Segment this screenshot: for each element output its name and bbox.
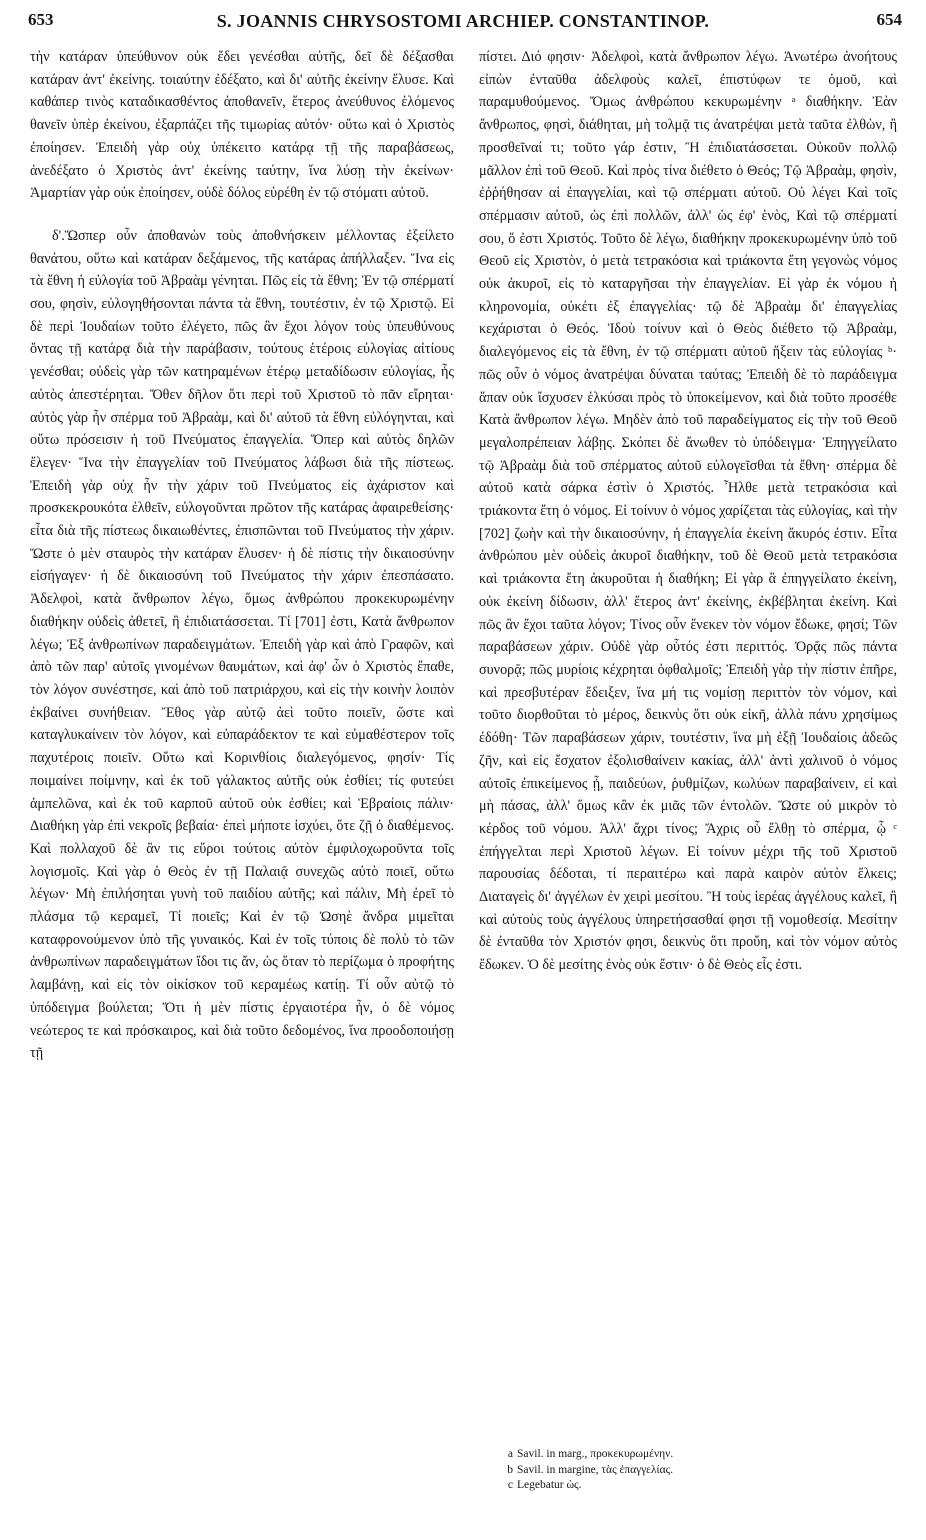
page-number-right: 654 xyxy=(876,10,902,29)
page-number-left: 653 xyxy=(28,10,54,29)
footnote-mark: a xyxy=(507,1448,513,1460)
footnote-text: Legebatur ὡς. xyxy=(517,1479,582,1492)
footnote xyxy=(499,1478,899,1494)
footnote xyxy=(499,1463,899,1479)
left-column xyxy=(30,46,454,1065)
footnotes xyxy=(499,1447,899,1494)
right-paragraph-1: πίστει. Διό φησιν· Ἀδελφοὶ, κατὰ ἄνθρωπον λέγω. Ἀνωτέρω ἀνοήτους εἰπὼν ἐνταῦθα ἀδελφοὺς καλεῖ, ἐπιστύφων τε ὁμοῦ, καὶ παραμυθούμενος. Ὅμως ἀνθρώπου κεκυρωμένην ᵃ διαθήκην. Ἐὰν ἄνθρωπος, φησὶ, διάθηται, μὴ τολμᾷ τις ἀνατρέψαι μετὰ ταῦτα ἐλθὼν, ἢ προσθεῖναί τι; τοῦτο γάρ ἐστιν, Ἢ ἐπιδιατάσσεται. Οὐκοῦν πολλῷ μᾶλλον ἐπὶ τοῦ Θεοῦ. Καὶ πρὸς τίνα διέθετο ὁ Θεός; Τῷ Ἀβραὰμ, φησὶν, ἐῤῥήθησαν αἱ ἐπαγγελίαι, καὶ τῷ σπέρματι αὐτοῦ. Οὐ λέγει Καὶ τοῖς σπέρμασιν αὐτοῦ, ὡς ἐπὶ πολλῶν, ἀλλ' ὡς ἐφ' ἑνὸς, Καὶ τῷ σπέρματί σου, ὅ ἐστι Χριστός. Τοῦτο δὲ λέγω, διαθήκην προκεκυρωμένην ὑπὸ τοῦ Θεοῦ εἰς Χριστὸν, ὁ μετὰ τετρακόσια καὶ τριάκοντα ἔτη γεγονὼς νόμος οὐκ ἀκυροῖ, εἰς τὸ καταργῆσαι τὴν ἐπαγγελίαν. Εἰ γὰρ ἐκ νόμου ἡ κληρονομία, οὐκέτι ἐξ ἐπαγγελίας· τῷ δὲ Ἀβραὰμ δι' ἐπαγγελίας κεχάρισται ὁ Θεός. Ἰδοὺ τοίνυν καὶ ὁ Θεὸς διέθετο τῷ Ἀβραὰμ, διαλεγόμενος εἰς τὰ ἔθνη, ἐν τῷ σπέρματι αὐτοῦ ἥξειν τὰς εὐλογίας ᵇ· πῶς οὖν ὁ νόμος ἀνατρέψαι δύναται ταύτας; Ἐπειδὴ δὲ τὸ παράδειγμα ἅπαν οὐκ ἴσχυσεν ἑλκύσαι πρὸς τὸ ὑποκείμενον, καὶ διὰ τοῦτο προσέθε Κατὰ ἄνθρωπον λέγω. Μηδὲν ἀπὸ τοῦ παραδείγματος εἰς τὴν τοῦ Θεοῦ μεγαλοπρέπειαν λάβῃς. Σκόπει δὲ ἄνωθεν τὸ ὑπόδειγμα· Ἐπηγγείλατο τῷ Ἀβραὰμ διὰ τοῦ σπέρματος αὐτοῦ εὐλογεῖσθαι τὰ ἔθνη· σπέρμα δὲ αὐτοῦ κατὰ σάρκα ἐστὶν ὁ Χριστός. Ἦλθε μετὰ τετρακόσια καὶ τριάκοντα ἔτη ὁ νόμος. Εἰ τοίνυν ὁ νόμος χαρίζεται τὰς εὐλογίας, καὶ τὴν [702] ζωὴν καὶ τὴν δικαιοσύνην, ἡ ἐπαγγελία ἐκείνη ἄκυρός ἐστιν. Εἶτα ἀνθρώπου μὲν οὐδεὶς ἀκυροῖ διαθήκην, τοῦ δὲ Θεοῦ μετὰ τετρακόσια καὶ τριάκοντα ἔτη ἀκυροῦται ἡ διαθήκη; Εἰ γὰρ ἃ ἐπηγγείλατο ἐκείνη, οὐκ ἐκείνη δίδωσιν, ἀλλ' ἕτερος ἀντ' ἐκείνης, ἐκβέβληται ἐκείνη. Καὶ πῶς ἂν ἔχοι ταῦτα λόγον; Τίνος οὖν ἕνεκεν τὸν νόμον ἔδωκε, φησί; Τῶν παραβάσεων χάριν. Οὐδὲ γὰρ οὗτός ἐστι περιττός. Ὁρᾷς πῶς πάντα συνορᾷ; πῶς μυρίοις κέχρηται ὀφθαλμοῖς; Ἐπειδὴ γὰρ τὴν πίστιν ἐπῆρε, καὶ πρεσβυτέραν ἔδειξεν, ἵνα μή τις νομίσῃ περιττὸν τὸν νόμον, καὶ τοῦτο διορθοῦται τὸ μέρος, δεικνὺς ὅτι οὐκ εἰκῆ, ἀλλὰ πάνυ χρησίμως ἐδόθη· Τῶν παραβάσεων χάριν, τουτέστιν, ἵνα μὴ ἐξῇ Ἰουδαίοις ἀδεῶς ζῆν, καὶ εἰς ἔσχατον ἐξολισθαίνειν κακίας, ἀλλ' ἀντὶ χαλινοῦ ὁ νόμος αὐτοῖς ἐπικείμενος ᾖ, παιδεύων, ῥυθμίζων, κωλύων παραβαίνειν, εἰ καὶ μὴ πάσας, ἀλλ' ὅμως κἂν ἐκ μιᾶς τῶν ἐντολῶν. Ὥστε οὐ μικρὸν τὸ κέρδος τοῦ νόμου. Ἀλλ' ἄχρι τίνος; Ἄχρις οὗ ἔλθῃ τὸ σπέρμα, ᾧ ᶜ ἐπήγγελται περὶ Χριστοῦ λέγων. Εἰ τοίνυν μέχρι τῆς τοῦ Χριστοῦ παρουσίας δέδοται, τί περαιτέρω καὶ παρὰ καιρὸν αὐτὸν ἕλκεις; Διαταγεὶς δι' ἀγγέλων ἐν χειρὶ μεσίτου. Ἢ τοὺς ἱερέας ἀγγέλους καλεῖ, ἢ καὶ αὐτοὺς τοὺς ἀγγέλους ὑπηρετήσασθαί φησι τῇ νομοθεσίᾳ. Μεσίτην δὲ ἐνταῦθα τὸν Χριστόν φησι, δεικνὺς ὅτι προὔη, καὶ τὸν νόμον αὐτὸς ἔδωκεν. Ὁ δὲ μεσίτης ἑνὸς οὐκ ἔστιν· ὁ δὲ Θεὸς εἷς ἐστι. xyxy=(479,49,897,974)
running-title: S. JOANNIS CHRYSOSTOMI ARCHIEP. CONSTANTINOP. xyxy=(216,11,710,31)
left-paragraph-1: τὴν κατάραν ὑπεύθυνον οὐκ ἔδει γενέσθαι αὐτῆς, δεῖ δὲ δέξασθαι κατάραν ἀντ' ἐκείνης. τοιαύτην ἐδέξατο, καὶ δι' αὐτῆς ἐκείνην ἔλυσε. Καὶ καθάπερ τινὸς καταδικασθέντος ἀποθανεῖν, ἕτερος ἀνεύθυνος ἑλόμενος θανεῖν ὑπὲρ ἐκείνου, ἐξαρπάζει τῆς τιμωρίας αὐτόν· οὕτω καὶ ὁ Χριστὸς ἐποίησεν. Ἐπειδὴ γὰρ οὐχ ὑπέκειτο κατάρᾳ τῇ τῆς παραβάσεως, ἀνεδέξατο ὁ Χριστὸς ἀντ' ἐκείνης ταύτην, ἵνα λύσῃ τὴν ἐκείνων· Ἁμαρτίαν γὰρ οὐκ ἐποίησεν, οὐδὲ δόλος εὑρέθη ἐν τῷ στόματι αὐτοῦ. xyxy=(30,49,454,202)
page-header xyxy=(18,10,908,38)
footnote-mark: b xyxy=(507,1463,513,1476)
footnote-text: Savil. in marg., προκεκυρωμένην. xyxy=(517,1448,674,1460)
footnote-text: Savil. in margine, τὰς ἐπαγγελίας. xyxy=(517,1463,674,1476)
left-paragraph-2: δ'.Ὥσπερ οὖν ἀποθανὼν τοὺς ἀποθνήσκειν μέλλοντας ἐξείλετο θανάτου, οὕτω καὶ κατάραν δεξάμενος, τῆς κατάρας ἀπήλλαξεν. Ἵνα εἰς τὰ ἔθνη ἡ εὐλογία τοῦ Ἀβραὰμ γένηται. Πῶς εἰς τὰ ἔθνη; Ἐν τῷ σπέρματί σου, φησὶν, εὐλογηθήσονται πάντα τὰ ἔθνη, τουτέστιν, ἐν τῷ Χριστῷ. Εἰ δὲ περὶ Ἰουδαίων τοῦτο ἐλέγετο, πῶς ἂν ἔχοι λόγον τοὺς ὑπευθύνους ὄντας τῇ κατάρᾳ διὰ τὴν παράβασιν, τούτους ἑτέροις εὐλογίας αἰτίους γενέσθαι; οὐδεὶς γὰρ τῶν κατηραμένων ἑτέρῳ μεταδίδωσιν εὐλογίας, ἧς αὐτὸς ἀπεστέρηται. Ὅθεν δῆλον ὅτι περὶ τοῦ Χριστοῦ τὸ πᾶν εἴρηται· αὐτὸς γὰρ ἦν σπέρμα τοῦ Ἀβραὰμ, καὶ δι' αὐτοῦ τὰ ἔθνη εὐλόγηνται, καὶ οὕτω πρόσεισιν ἡ τοῦ Πνεύματος ἐπαγγελία. Ὅπερ καὶ αὐτὸς δηλῶν ἔλεγεν· Ἵνα τὴν ἐπαγγελίαν τοῦ Πνεύματος λάβωσι διὰ τῆς πίστεως. Ἐπειδὴ γὰρ οὐχ ἦν τὴν χάριν τοῦ Πνεύματος εἰς ἀχάριστον καὶ προσκεκρουκότα ἐλθεῖν, εὐλογοῦνται πρῶτον τῆς κατάρας ἀφαιρεθείσης· εἶτα διὰ τῆς πίστεως δικαιωθέντες, ἐπισπῶνται τοῦ Πνεύματος τὴν χάριν. Ὥστε ὁ μὲν σταυρὸς τὴν κατάραν ἔλυσεν· ἡ δὲ πίστις τὴν δικαιοσύνην εἰσήγαγεν· ἡ δὲ δικαιοσύνη τοῦ Πνεύματος τὴν χάριν ἐπεσπάσατο. Ἀδελφοὶ, κατὰ ἄνθρωπον λέγω, ὅμως ἀνθρώπου προκεκυρωμένην διαθήκην οὐδεὶς ἀθετεῖ, ἢ ἐπιδιατάσσεται. Τί [701] ἐστι, Κατὰ ἄνθρωπον λέγω; Ἐξ ἀνθρωπίνων παραδειγμάτων. Ἐπειδὴ γὰρ καὶ ἀπὸ Γραφῶν, καὶ ἀπὸ τῶν παρ' αὐτοῖς γινομένων θαυμάτων, καὶ ἀφ' ὧν ὁ Χριστὸς ἔπαθε, τὸν λόγον συνέστησε, καὶ ἀπὸ τοῦ πατριάρχου, καὶ εἰς τὴν κοινὴν λοιπὸν ἐκβαίνει συνήθειαν. Ἔθος γὰρ αὐτῷ ἀεὶ τοῦτο ποιεῖν, ὥστε καὶ καταγλυκαίνειν τὸν λόγον, καὶ εὐπαράδεκτον τε καὶ εὐμαθέστερον τοῖς παχυτέροις ποιεῖν. Οὕτω καὶ Κορινθίοις διαλεγόμενος, φησίν· Τίς ποιμαίνει ποίμνην, καὶ ἐκ τοῦ γάλακτος αὐτῆς οὐκ ἐσθίει; τίς φυτεύει ἀμπελῶνα, καὶ ἐκ τοῦ καρποῦ αὐτοῦ οὐκ ἐσθίει; καὶ Ἑβραίοις πάλιν· Διαθήκη γὰρ ἐπὶ νεκροῖς βεβαία· ἐπεὶ μήποτε ἰσχύει, ὅτε ζῇ ὁ διαθέμενος. Καὶ πολλαχοῦ δὲ ἂν τις εὕροι τούτοις αὐτὸν ἐμφιλοχωροῦντα τοῖς λογισμοῖς. Καὶ γὰρ ὁ Θεὸς ἐν τῇ Παλαιᾷ συνεχῶς αὐτὸ ποιεῖ, οὕτω λέγων· Μὴ ἐπιλήσηται γυνὴ τοῦ παιδίου αὐτῆς; καὶ πάλιν, Μὴ ἐρεῖ τὸ πλάσμα τῷ κεραμεῖ, Τί ποιεῖς; Καὶ ἐν τῷ Ὠσηὲ ἄνδρα μιμεῖται καταφρονούμενον ὑπὸ τῆς γυναικός. Καὶ ἐν τοῖς τύποις δὲ πολὺ τὸ τῶν ἀνθρωπίνων παραδειγμάτων ἴδοι τις ἄν, ὡς ὅταν τὸ περίζωμα ὁ προφήτης λαμβάνῃ, καὶ εἰς τὸν οἰκίσκον τοῦ κεραμέως κατίῃ. Τί οὖν αὐτῷ τὸ ὑπόδειγμα βούλεται; Ὅτι ἡ μὲν πίστις ἐργαιοτέρα ἦν, ὁ δὲ νόμος νεώτερος τε καὶ πρόσκαιρος, καὶ διὰ τοῦτο δεδομένος, ἵνα προοδοποιήσῃ τῇ xyxy=(30,227,454,1062)
footnote-mark: c xyxy=(507,1479,513,1492)
footnote xyxy=(499,1447,899,1463)
right-column xyxy=(479,46,897,977)
